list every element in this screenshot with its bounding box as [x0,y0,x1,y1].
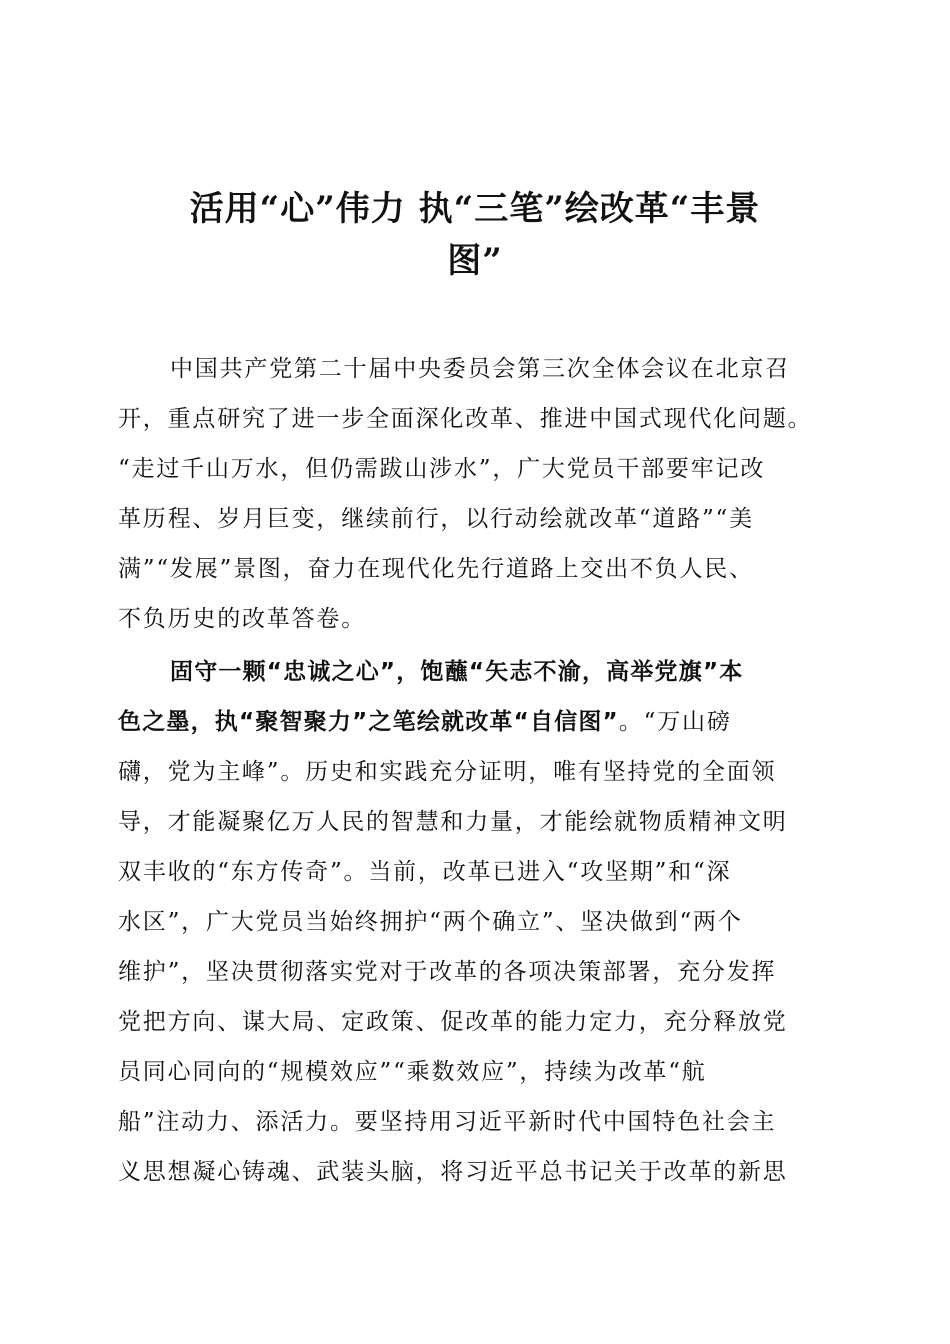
paragraph-line: 中国共产党第二十届中央委员会第三次全体会议在北京召 [170,356,790,382]
paragraph-line [118,697,848,747]
paragraph-2 [118,647,848,1197]
paragraph-line: 义思想凝心铸魂、武装头脑，将习近平总书记关于改革的新思 [118,1159,788,1185]
paragraph-line: 员同心同向的“规模效应”“乘数效应”，持续为改革“航 [118,1059,707,1085]
paragraph-line: 开，重点研究了进一步全面深化改革、推进中国式现代化问题。 [118,406,813,432]
document-title [110,183,840,287]
paragraph-line: 维护”，坚决贯彻落实党对于改革的各项决策部署，充分发挥 [118,959,777,985]
paragraph-line: 船”注动力、添活力。要坚持用习近平新时代中国特色社会主 [118,1109,777,1135]
paragraph-line: 革历程、岁月巨变，继续前行，以行动绘就改革“道路”“美 [118,506,754,532]
paragraph-line: 党把方向、谋大局、定政策、促改革的能力定力，充分释放党 [118,1009,788,1035]
paragraph-line: 礴，党为主峰”。历史和实践充分证明，唯有坚持党的全面领 [118,759,777,785]
paragraph-line: 满”“发展”景图，奋力在现代化先行道路上交出不负人民、 [118,556,754,582]
paragraph-line: 双丰收的“东方传奇”。当前，改革已进入“攻坚期”和“深 [118,859,732,885]
paragraph-bold-lead: 固守一颗“忠诚之心”，饱蘸“矢志不渝，高举党旗”本 [170,659,744,685]
paragraph-line: 导，才能凝聚亿万人民的智慧和力量，才能绘就物质精神文明 [118,809,788,835]
paragraph-line-rest: 。“万山磅 [618,709,732,735]
paragraph-bold-lead-end: 色之墨，执“聚智聚力”之笔绘就改革“自信图” [118,709,619,735]
document-body [118,344,848,1197]
paragraph-line: 不负历史的改革答卷。 [118,606,366,632]
title-line-1: 活用“心”伟力 执“三笔”绘改革“丰景 [189,189,761,229]
paragraph-line: “走过千山万水，但仍需跋山涉水”，广大党员干部要牢记改 [118,456,766,482]
paragraph-line: 水区”，广大党员当始终拥护“两个确立”、坚决做到“两个 [118,909,743,935]
paragraph-1 [118,344,848,644]
title-line-2: 图” [447,241,503,281]
